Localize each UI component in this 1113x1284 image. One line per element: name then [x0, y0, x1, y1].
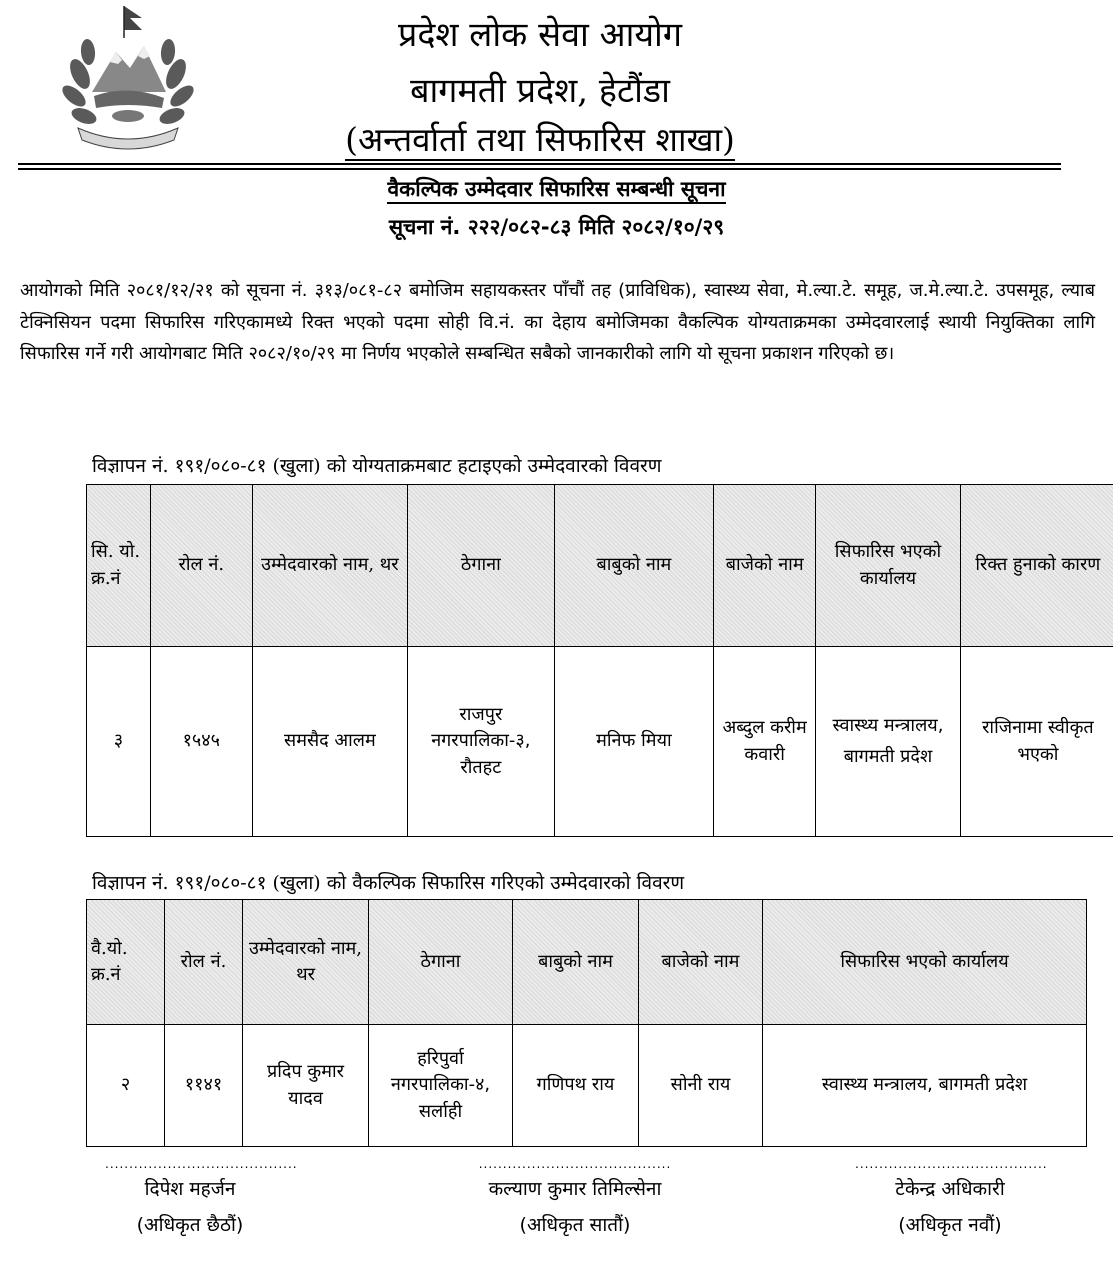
table-cell: १५४५	[150, 647, 252, 837]
table-cell: गणिपथ राय	[513, 1025, 639, 1147]
province-name: बागमती प्रदेश, हेटौंडा	[410, 71, 670, 111]
col-header: बाजेको नाम	[639, 900, 763, 1025]
col-header: ठेगाना	[408, 485, 555, 647]
table-cell: स्वास्थ्य मन्त्रालय, बागमती प्रदेश	[816, 647, 961, 837]
col-header: बाबुको नाम	[554, 485, 713, 647]
removed-candidate-table	[86, 484, 1113, 837]
notice-number: सूचना नं. २२२/०८२-८३ मिति २०८२/१०/२९	[388, 215, 725, 239]
signatory-title: (अधिकृत छैठौं)	[136, 1214, 244, 1236]
signatory-2	[430, 1157, 720, 1243]
table-cell: स्वास्थ्य मन्त्रालय, बागमती प्रदेश	[763, 1025, 1087, 1147]
table-cell: २	[87, 1025, 165, 1147]
notice-body: आयोगको मिति २०८१/१२/२१ को सूचना नं. ३१३/०८१-८२ बमोजिम सहायकस्तर पाँचौं तह (प्राविधिक), स्वास्थ्य सेवा, मे.ल्या.टे. समूह, ज.मे.ल्या.टे. उपसमूह, ल्याब टेक्निसियन पदमा सिफारिस गरिएकामध्ये रिक्त भएको पदमा सोही वि.नं. का देहाय बमोजिमका वैकल्पिक योग्यताक्रमका उम्मेदवारलाई स्थायी नियुक्तिका लागि सिफारिस गर्ने गरी आयोगबाट मिति २०८२/१०/२९ मा निर्णय भएकोले सम्बन्धित सबैको जानकारीको लागि यो सूचना प्रकाशन गरिएको छ।	[20, 280, 1095, 364]
col-header: उम्मेदवारको नाम, थर	[252, 485, 407, 647]
col-header: ठेगाना	[369, 900, 513, 1025]
signature-line: ........................................	[855, 1157, 1048, 1171]
table-cell: सोनी राय	[639, 1025, 763, 1147]
col-header: वै.यो. क्र.नं	[87, 900, 165, 1025]
table-row	[87, 647, 1113, 837]
header-divider-top	[18, 163, 1061, 165]
signature-line: ........................................	[105, 1157, 298, 1171]
commission-name: प्रदेश लोक सेवा आयोग	[397, 15, 683, 55]
signatory-name: दिपेश महर्जन	[144, 1178, 236, 1200]
table-row	[87, 1025, 1087, 1147]
table-cell: मनिफ मिया	[554, 647, 713, 837]
col-header: बाबुको नाम	[513, 900, 639, 1025]
col-header: सिफारिस भएको कार्यालय	[763, 900, 1087, 1025]
branch-name	[240, 116, 840, 161]
signatory-name: कल्याण कुमार तिमिल्सेना	[488, 1178, 662, 1200]
table-cell: ३	[87, 647, 151, 837]
col-header: सि. यो. क्र.नं	[87, 485, 151, 647]
col-header: बाजेको नाम	[714, 485, 816, 647]
table-cell: समसैद आलम	[252, 647, 407, 837]
notice-title	[0, 175, 1113, 203]
table-header-row	[87, 485, 1113, 647]
alternate-candidate-table	[86, 899, 1087, 1147]
table-header-row	[87, 900, 1087, 1025]
signatory-title: (अधिकृत नवौं)	[898, 1214, 1002, 1236]
nepal-emblem-icon	[58, 4, 198, 152]
table-cell: राजिनामा स्वीकृत भएको	[960, 647, 1113, 837]
notice-title-text: वैकल्पिक उम्मेदवार सिफारिस सम्बन्धी सूचना	[387, 177, 725, 204]
table-cell: हरिपुर्वा नगरपालिका-४, सर्लाही	[369, 1025, 513, 1147]
col-header: रोल नं.	[165, 900, 243, 1025]
header-divider-bottom	[18, 168, 1061, 170]
table-cell: ११४१	[165, 1025, 243, 1147]
col-header: रोल नं.	[150, 485, 252, 647]
col-header: उम्मेदवारको नाम, थर	[243, 900, 369, 1025]
col-header: रिक्त हुनाको कारण	[960, 485, 1113, 647]
table-cell: प्रदिप कुमार यादव	[243, 1025, 369, 1147]
signatory-3	[855, 1157, 1048, 1243]
col-header: सिफारिस भएको कार्यालय	[816, 485, 961, 647]
signatory-1	[105, 1157, 298, 1243]
table-cell: राजपुर नगरपालिका-३, रौतहट	[408, 647, 555, 837]
table1-caption: विज्ञापन नं. १९१/०८०-८१ (खुला) को योग्यताक्रमबाट हटाइएको उम्मेदवारको विवरण	[92, 455, 662, 477]
table-cell: अब्दुल करीम कवारी	[714, 647, 816, 837]
signature-line: ........................................	[478, 1157, 672, 1171]
branch-name-text: (अन्तर्वार्ता तथा सिफारिस शाखा)	[345, 120, 735, 159]
table2-caption: विज्ञापन नं. १९१/०८०-८१ (खुला) को वैकल्पिक सिफारिस गरिएको उम्मेदवारको विवरण	[92, 872, 685, 894]
signatory-name: टेकेन्द्र अधिकारी	[895, 1178, 1005, 1200]
signatory-title: (अधिकृत सातौं)	[519, 1214, 631, 1236]
